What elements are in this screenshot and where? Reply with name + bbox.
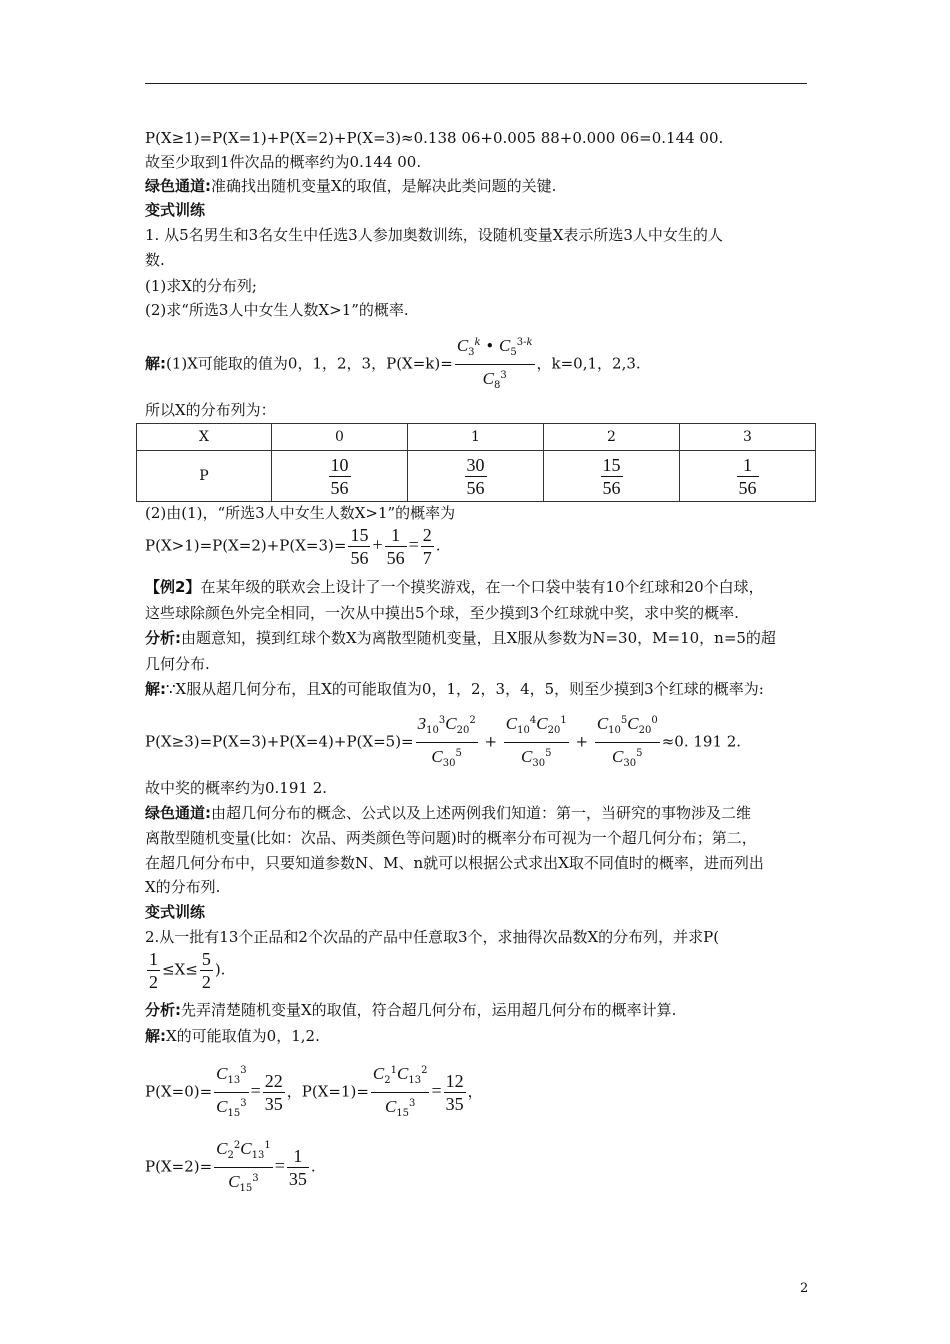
fraction-b: $\frac{1}{56}$	[386, 525, 405, 568]
analysis-2-line-a	[145, 628, 776, 648]
example-2-line-b: 这些球除颜色外完全相同，一次从中摸出5个球，至少摸到3个红球就中奖，求中奖的概率.	[145, 604, 739, 622]
p0-combination: $\frac{C_{13}^3}{C_{15}^3}$	[214, 1060, 248, 1125]
table-cell-p: P	[137, 451, 272, 502]
probability-fraction: $\frac{1}{56}$	[738, 454, 757, 498]
p1-combination: $\frac{C_2^1C_{13}^2}{C_{15}^3}$	[371, 1060, 430, 1125]
section-heading-variant-1: 变式训练	[145, 201, 206, 219]
solution-1-prefix: (1)X可能取的值为0，1，2，3，P(X=k)=	[166, 354, 453, 373]
p1-prefix: ，P(X=1)=	[286, 1082, 369, 1101]
solution-2-line-a	[145, 679, 764, 699]
line-conclusion-1: 故至少取到1件次品的概率约为0.144 00.	[145, 153, 422, 171]
p0-prefix: P(X=0)=	[145, 1082, 213, 1101]
p2-value: $\frac{1}{35}$	[288, 1146, 307, 1189]
green-channel-2-line-a	[145, 803, 751, 823]
hypergeometric-term-5: $\frac{C_{10}^5C_{20}^0}{C_{30}^5}$	[595, 710, 660, 775]
solution-3-p0-p1: P(X=0)= $\frac{C_{13}^3}{C_{15}^3}$ = $\frac{22}{35}$ ，P(X=1)= $\frac{C_2^1C_{13}^2}{C_{15}^3}$ = $\frac{12}{35}$ ，	[145, 1060, 483, 1125]
question-1-line-b: 数.	[145, 251, 165, 269]
solution-1-part-2: (2)由(1)，“所选3人中女生人数X>1”的概率为	[145, 504, 456, 522]
line-p-x-ge-1: P(X≥1)=P(X=1)+P(X=2)+P(X=3)≈0.138 06+0.005 88+0.000 06=0.144 00.	[145, 129, 724, 147]
section-heading-variant-2: 变式训练	[145, 903, 206, 921]
green-channel-text: 准确找出随机变量X的取值，是解决此类问题的关键.	[211, 177, 557, 195]
p1-value: $\frac{12}{35}$	[445, 1071, 464, 1114]
analysis-text: 由题意知，摸到红球个数X为离散型随机变量，且X服从参数为N=30，M=10，n=5的超	[181, 629, 776, 647]
p2-combination: $\frac{C_2^2C_{13}^1}{C_{15}^3}$	[214, 1135, 273, 1200]
solution-2-equation: P(X≥3)=P(X=3)+P(X=4)+P(X=5)= $\frac{3_{10}^3C_{20}^2}{C_{30}^5}$ + $\frac{C_{10}^4C_{20}^1}{C_{30}^5}$ + $\frac{C_{10}^5C_{20}^0}{C_{30}^5}$ ≈0. 191 2.	[145, 710, 741, 775]
result-prefix: P(X>1)=P(X=2)+P(X=3)=	[145, 536, 347, 555]
probability-fraction: $\frac{30}{56}$	[466, 454, 485, 498]
table-value-row	[137, 451, 816, 502]
fraction-five-halves: $\frac{5}{2}$	[201, 949, 211, 992]
fraction-one-half: $\frac{1}{2}$	[149, 949, 158, 992]
question-2-line-b	[145, 948, 225, 993]
p2-prefix: P(X=2)=	[145, 1157, 213, 1176]
solution-text: X的可能取值为0，1,2.	[166, 1027, 320, 1045]
table-cell	[544, 451, 680, 502]
analysis-2-line-b: 几何分布.	[145, 655, 210, 673]
fraction-c: $\frac{2}{7}$	[422, 525, 432, 568]
solution-text: ∵X服从超几何分布，且X的可能取值为0，1，2，3，4，5，则至少摸到3个红球的概率为:	[166, 680, 764, 698]
table-cell	[408, 451, 544, 502]
green-channel-text: 由超几何分布的概念、公式以及上述两例我们知道：第一，当研究的事物涉及二维	[211, 804, 752, 822]
inequality-end: ).	[214, 960, 226, 979]
question-1-line-a: 1. 从5名男生和3名女生中任选3人参加奥数训练，设随机变量X表示所选3人中女生的人	[145, 226, 723, 244]
solution-1-suffix: ，k=0,1，2,3.	[536, 354, 641, 373]
solution-1-result: P(X>1)=P(X=2)+P(X=3)= $\frac{15}{56}$ + $\frac{1}{56}$ = $\frac{2}{7}$ .	[145, 525, 441, 568]
solution-label: 解:	[145, 354, 166, 373]
table-cell-x: X	[137, 424, 272, 451]
green-channel-label: 绿色通道:	[145, 177, 211, 195]
example-text: 在某年级的联欢会上设计了一个摸奖游戏，在一个口袋中装有10个红球和20个白球，	[200, 578, 764, 596]
table-intro: 所以X的分布列为：	[145, 401, 276, 419]
table-cell: 0	[272, 424, 408, 451]
combination-fraction: $\frac{C_3^k • C_5^{3-k}}{C_8^3}$	[455, 332, 535, 397]
solution-2-conclusion: 故中奖的概率约为0.191 2.	[145, 779, 328, 797]
analysis-label: 分析:	[145, 1001, 181, 1019]
green-channel-label: 绿色通道:	[145, 804, 211, 822]
green-channel-2-line-c: 在超几何分布中，只要知道参数N、M、n就可以根据公式求出X取不同值时的概率，进而列出	[145, 854, 764, 872]
table-cell	[272, 451, 408, 502]
example-label: 【例2】	[145, 578, 201, 596]
table-cell: 1	[408, 424, 544, 451]
question-1-part-2: (2)求“所选3人中女生人数X>1”的概率.	[145, 301, 409, 319]
solution-label: 解:	[145, 680, 166, 698]
equation-prefix: P(X≥3)=P(X=3)+P(X=4)+P(X=5)=	[145, 732, 414, 751]
inequality-text: ≤X≤	[162, 960, 198, 979]
question-1-part-1: (1)求X的分布列;	[145, 277, 257, 295]
hypergeometric-term-4: $\frac{C_{10}^4C_{20}^1}{C_{30}^5}$	[504, 710, 569, 775]
green-channel-1	[145, 176, 556, 196]
p0-value: $\frac{22}{35}$	[264, 1071, 283, 1114]
fraction-a: $\frac{15}{56}$	[350, 525, 369, 568]
green-channel-2-line-b: 离散型随机变量(比如：次品、两类颜色等问题)时的概率分布可视为一个超几何分布；第二，	[145, 829, 757, 847]
example-2-line-a	[145, 577, 764, 597]
hypergeometric-term-3: $\frac{3_{10}^3C_{20}^2}{C_{30}^5}$	[416, 710, 478, 775]
distribution-table	[136, 423, 816, 502]
page-number: 2	[800, 1281, 809, 1296]
probability-fraction: $\frac{15}{56}$	[602, 454, 621, 498]
table-cell: 3	[680, 424, 816, 451]
solution-3-p2: P(X=2)= $\frac{C_2^2C_{13}^1}{C_{15}^3}$ = $\frac{1}{35}$ .	[145, 1135, 316, 1200]
green-channel-2-line-d: X的分布列.	[145, 878, 221, 896]
analysis-3	[145, 1000, 676, 1020]
table-header-row	[137, 424, 816, 451]
table-cell	[680, 451, 816, 502]
analysis-label: 分析:	[145, 629, 181, 647]
table-cell: 2	[544, 424, 680, 451]
equation-result: ≈0. 191 2.	[661, 732, 742, 751]
question-2-line-a: 2.从一批有13个正品和2个次品的产品中任意取3个，求抽得次品数X的分布列，并求P(	[145, 928, 720, 946]
probability-fraction: $\frac{10}{56}$	[330, 454, 349, 498]
solution-3-line-a	[145, 1026, 320, 1046]
analysis-text: 先弄清楚随机变量X的取值，符合超几何分布，运用超几何分布的概率计算.	[181, 1001, 677, 1019]
solution-label: 解:	[145, 1027, 166, 1045]
header-rule	[145, 83, 807, 84]
solution-1-formula	[145, 332, 641, 397]
